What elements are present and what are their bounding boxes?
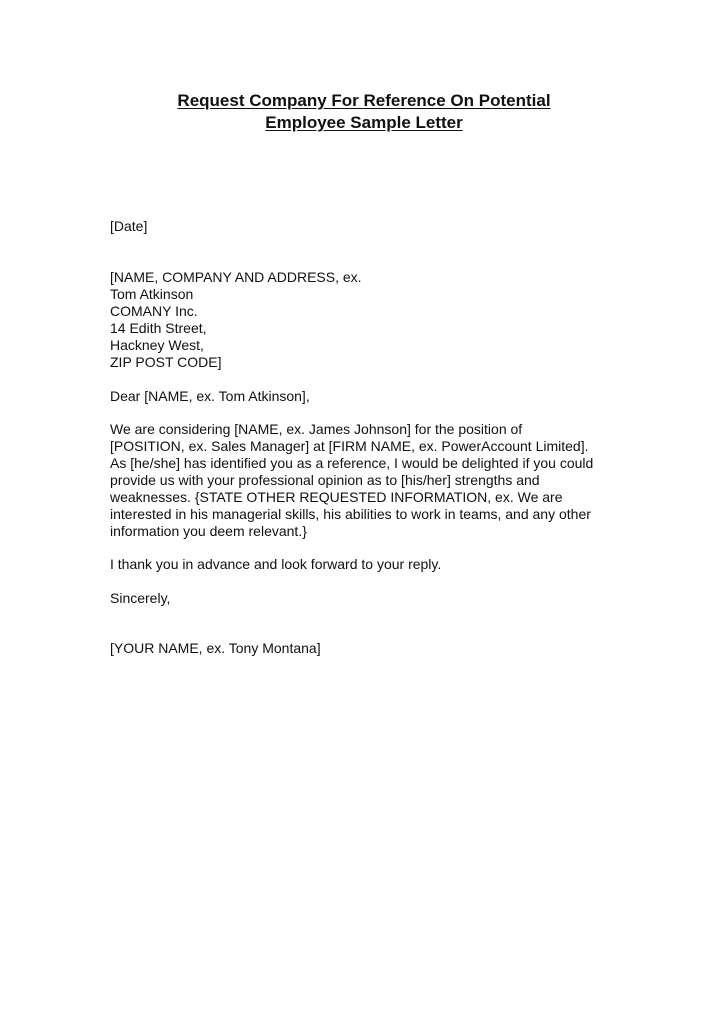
title-line-2 (110, 112, 618, 134)
address-line-3: COMANY Inc. (110, 303, 198, 319)
paragraph-line-7: information you deem relevant.} (110, 523, 307, 539)
date-placeholder: [Date] (110, 218, 148, 234)
title-line-2-text: Employee Sample Letter (265, 113, 463, 132)
letter-title (110, 90, 618, 134)
recipient-address (110, 269, 362, 371)
closing: Sincerely, (110, 590, 171, 606)
thanks-line: I thank you in advance and look forward to your reply. (110, 556, 442, 572)
paragraph-line-6: interested in his managerial skills, his abilities to work in teams, and any other (110, 506, 591, 522)
paragraph-line-3: As [he/she] has identified you as a reference, I would be delighted if you could (110, 455, 594, 471)
address-line-1: [NAME, COMPANY AND ADDRESS, ex. (110, 269, 362, 285)
paragraph-line-4: provide us with your professional opinion as to [his/her] strengths and (110, 472, 540, 488)
signature-placeholder: [YOUR NAME, ex. Tony Montana] (110, 640, 321, 656)
paragraph-line-2: [POSITION, ex. Sales Manager] at [FIRM NAME, ex. PowerAccount Limited]. (110, 438, 589, 454)
paragraph-line-5: weaknesses. {STATE OTHER REQUESTED INFORMATION, ex. We are (110, 489, 563, 505)
body-paragraph (110, 421, 593, 540)
address-line-6: ZIP POST CODE] (110, 354, 222, 370)
address-line-4: 14 Edith Street, (110, 320, 207, 336)
salutation: Dear [NAME, ex. Tom Atkinson], (110, 388, 310, 404)
paragraph-line-1: We are considering [NAME, ex. James Johnson] for the position of (110, 421, 523, 437)
title-line-1 (110, 90, 618, 112)
title-line-1-text: Request Company For Reference On Potential (177, 91, 551, 110)
address-line-2: Tom Atkinson (110, 286, 194, 302)
address-line-5: Hackney West, (110, 337, 204, 353)
